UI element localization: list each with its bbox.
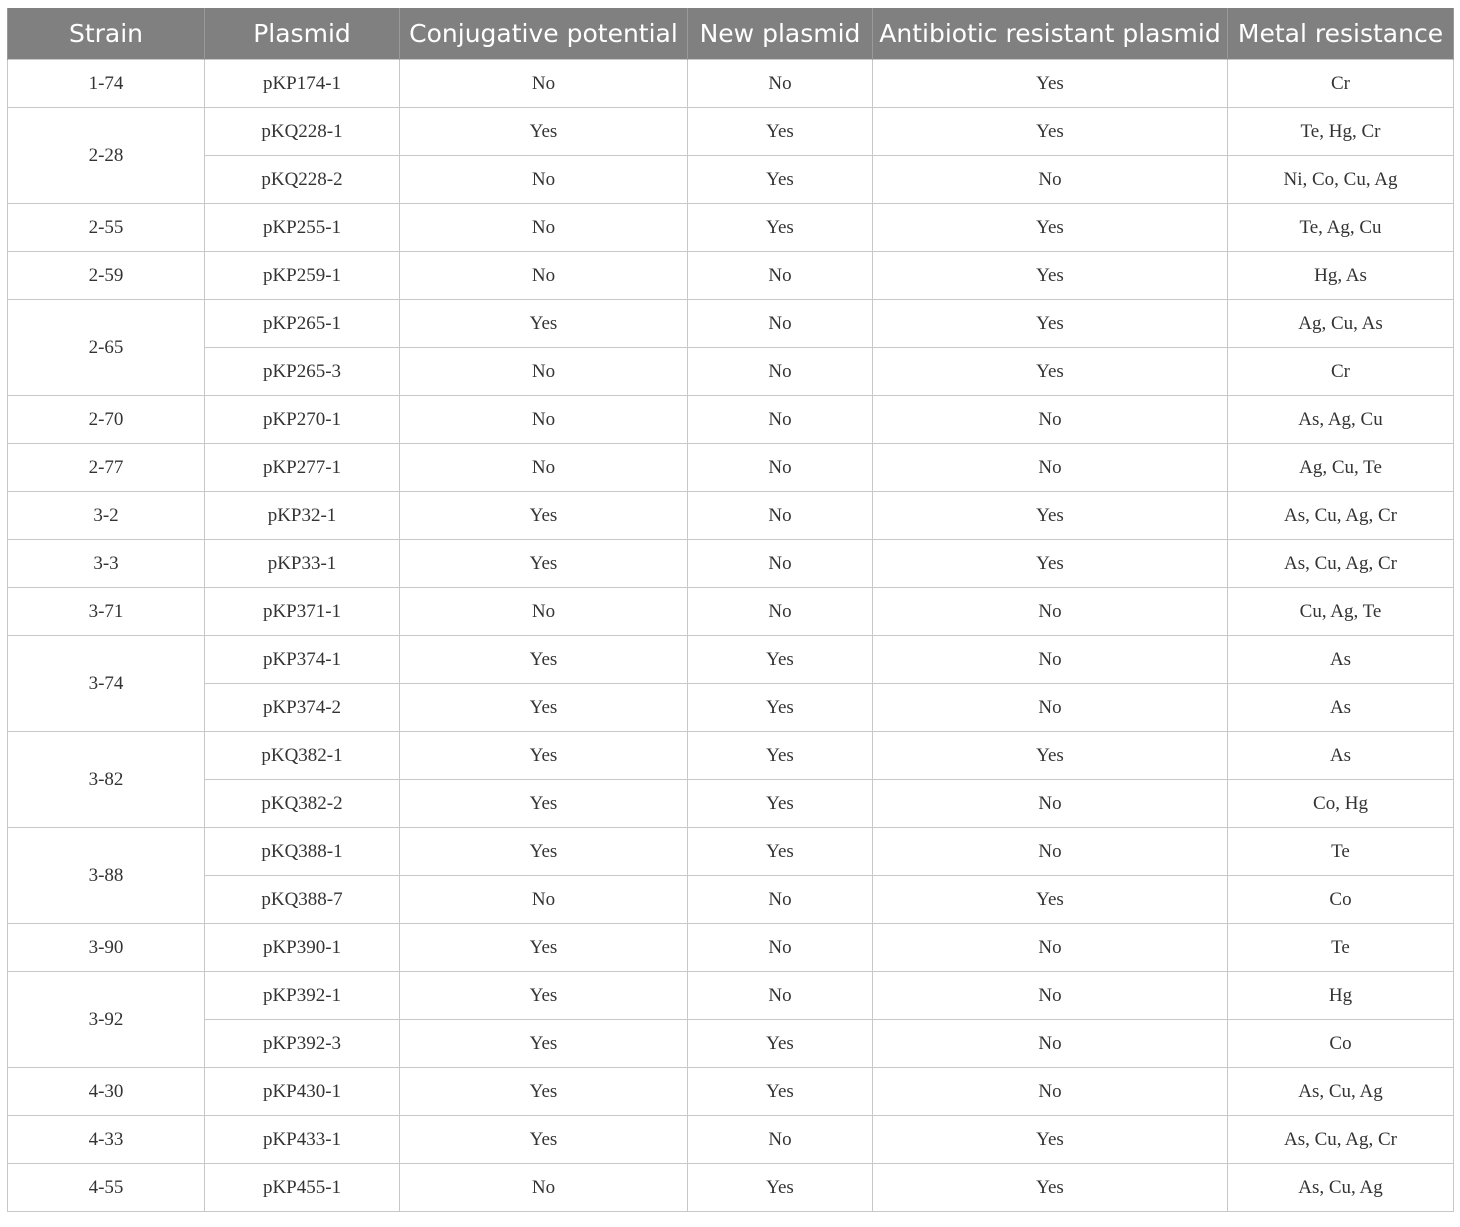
metal-resistance-cell: Co xyxy=(1228,876,1454,924)
table-row xyxy=(8,876,1454,924)
antibiotic-resistant-cell: No xyxy=(873,1068,1228,1116)
metal-resistance-cell: Te xyxy=(1228,828,1454,876)
strain-cell: 3-92 xyxy=(8,972,205,1068)
new-plasmid-cell: No xyxy=(688,876,873,924)
strain-cell: 1-74 xyxy=(8,60,205,108)
antibiotic-resistant-cell: No xyxy=(873,780,1228,828)
new-plasmid-cell: No xyxy=(688,300,873,348)
table-row xyxy=(8,156,1454,204)
antibiotic-resistant-cell: Yes xyxy=(873,108,1228,156)
table-header xyxy=(8,8,1454,60)
new-plasmid-cell: Yes xyxy=(688,108,873,156)
antibiotic-resistant-cell: Yes xyxy=(873,1164,1228,1212)
new-plasmid-cell: No xyxy=(688,492,873,540)
antibiotic-resistant-cell: No xyxy=(873,588,1228,636)
antibiotic-resistant-cell: Yes xyxy=(873,252,1228,300)
plasmid-cell: pKP255-1 xyxy=(205,204,400,252)
plasmid-cell: pKP455-1 xyxy=(205,1164,400,1212)
metal-resistance-cell: As, Cu, Ag, Cr xyxy=(1228,492,1454,540)
metal-resistance-cell: Cr xyxy=(1228,348,1454,396)
antibiotic-resistant-cell: Yes xyxy=(873,540,1228,588)
table-row xyxy=(8,1020,1454,1068)
antibiotic-resistant-cell: No xyxy=(873,684,1228,732)
table-row xyxy=(8,924,1454,972)
metal-resistance-cell: Te, Ag, Cu xyxy=(1228,204,1454,252)
plasmid-cell: pKP433-1 xyxy=(205,1116,400,1164)
header-row xyxy=(8,8,1454,60)
plasmid-cell: pKQ228-2 xyxy=(205,156,400,204)
metal-resistance-cell: Cu, Ag, Te xyxy=(1228,588,1454,636)
plasmid-cell: pKP374-2 xyxy=(205,684,400,732)
antibiotic-resistant-cell: No xyxy=(873,972,1228,1020)
metal-resistance-cell: Te xyxy=(1228,924,1454,972)
metal-resistance-cell: Ag, Cu, Te xyxy=(1228,444,1454,492)
strain-cell: 2-55 xyxy=(8,204,205,252)
metal-resistance-cell: Co, Hg xyxy=(1228,780,1454,828)
plasmid-cell: pKP265-3 xyxy=(205,348,400,396)
plasmid-cell: pKP265-1 xyxy=(205,300,400,348)
antibiotic-resistant-cell: Yes xyxy=(873,300,1228,348)
plasmid-cell: pKP270-1 xyxy=(205,396,400,444)
metal-resistance-cell: As, Cu, Ag xyxy=(1228,1164,1454,1212)
metal-resistance-cell: Te, Hg, Cr xyxy=(1228,108,1454,156)
conjugative-potential-cell: Yes xyxy=(400,780,688,828)
new-plasmid-cell: Yes xyxy=(688,1020,873,1068)
strain-cell: 2-77 xyxy=(8,444,205,492)
new-plasmid-cell: No xyxy=(688,588,873,636)
plasmid-cell: pKP32-1 xyxy=(205,492,400,540)
header-conjugative-potential: Conjugative potential xyxy=(400,8,688,60)
plasmid-cell: pKP374-1 xyxy=(205,636,400,684)
new-plasmid-cell: No xyxy=(688,924,873,972)
antibiotic-resistant-cell: No xyxy=(873,396,1228,444)
new-plasmid-cell: No xyxy=(688,540,873,588)
metal-resistance-cell: As xyxy=(1228,732,1454,780)
table-row xyxy=(8,540,1454,588)
new-plasmid-cell: No xyxy=(688,1116,873,1164)
strain-cell: 2-59 xyxy=(8,252,205,300)
table-row xyxy=(8,972,1454,1020)
conjugative-potential-cell: Yes xyxy=(400,972,688,1020)
new-plasmid-cell: Yes xyxy=(688,156,873,204)
conjugative-potential-cell: No xyxy=(400,876,688,924)
table-row xyxy=(8,108,1454,156)
metal-resistance-cell: As, Ag, Cu xyxy=(1228,396,1454,444)
new-plasmid-cell: Yes xyxy=(688,636,873,684)
conjugative-potential-cell: Yes xyxy=(400,492,688,540)
conjugative-potential-cell: Yes xyxy=(400,1020,688,1068)
conjugative-potential-cell: No xyxy=(400,348,688,396)
table-row xyxy=(8,732,1454,780)
new-plasmid-cell: No xyxy=(688,252,873,300)
table-row xyxy=(8,1116,1454,1164)
conjugative-potential-cell: Yes xyxy=(400,924,688,972)
header-plasmid: Plasmid xyxy=(205,8,400,60)
metal-resistance-cell: As, Cu, Ag, Cr xyxy=(1228,540,1454,588)
new-plasmid-cell: No xyxy=(688,972,873,1020)
metal-resistance-cell: As xyxy=(1228,684,1454,732)
plasmid-cell: pKP259-1 xyxy=(205,252,400,300)
header-metal-resistance: Metal resistance xyxy=(1228,8,1454,60)
metal-resistance-cell: Ni, Co, Cu, Ag xyxy=(1228,156,1454,204)
plasmid-cell: pKP277-1 xyxy=(205,444,400,492)
strain-cell: 2-28 xyxy=(8,108,205,204)
antibiotic-resistant-cell: Yes xyxy=(873,876,1228,924)
new-plasmid-cell: No xyxy=(688,348,873,396)
conjugative-potential-cell: Yes xyxy=(400,636,688,684)
conjugative-potential-cell: Yes xyxy=(400,108,688,156)
metal-resistance-cell: As xyxy=(1228,636,1454,684)
header-new-plasmid: New plasmid xyxy=(688,8,873,60)
metal-resistance-cell: Hg, As xyxy=(1228,252,1454,300)
plasmid-cell: pKP174-1 xyxy=(205,60,400,108)
new-plasmid-cell: Yes xyxy=(688,780,873,828)
strain-cell: 3-88 xyxy=(8,828,205,924)
plasmid-table xyxy=(7,8,1454,1212)
antibiotic-resistant-cell: Yes xyxy=(873,492,1228,540)
new-plasmid-cell: No xyxy=(688,444,873,492)
conjugative-potential-cell: Yes xyxy=(400,828,688,876)
metal-resistance-cell: Co xyxy=(1228,1020,1454,1068)
header-strain: Strain xyxy=(8,8,205,60)
conjugative-potential-cell: Yes xyxy=(400,1116,688,1164)
strain-cell: 2-70 xyxy=(8,396,205,444)
plasmid-cell: pKQ382-1 xyxy=(205,732,400,780)
antibiotic-resistant-cell: Yes xyxy=(873,204,1228,252)
antibiotic-resistant-cell: Yes xyxy=(873,348,1228,396)
strain-cell: 3-82 xyxy=(8,732,205,828)
header-antibiotic-resistant-plasmid: Antibiotic resistant plasmid xyxy=(873,8,1228,60)
antibiotic-resistant-cell: No xyxy=(873,156,1228,204)
table-row xyxy=(8,636,1454,684)
antibiotic-resistant-cell: No xyxy=(873,636,1228,684)
strain-cell: 2-65 xyxy=(8,300,205,396)
metal-resistance-cell: Ag, Cu, As xyxy=(1228,300,1454,348)
plasmid-cell: pKP392-1 xyxy=(205,972,400,1020)
new-plasmid-cell: Yes xyxy=(688,684,873,732)
antibiotic-resistant-cell: No xyxy=(873,924,1228,972)
table-row xyxy=(8,252,1454,300)
metal-resistance-cell: As, Cu, Ag xyxy=(1228,1068,1454,1116)
conjugative-potential-cell: No xyxy=(400,396,688,444)
table-row xyxy=(8,780,1454,828)
plasmid-cell: pKP390-1 xyxy=(205,924,400,972)
plasmid-cell: pKQ388-1 xyxy=(205,828,400,876)
antibiotic-resistant-cell: Yes xyxy=(873,732,1228,780)
antibiotic-resistant-cell: No xyxy=(873,828,1228,876)
conjugative-potential-cell: No xyxy=(400,204,688,252)
table-row xyxy=(8,828,1454,876)
new-plasmid-cell: Yes xyxy=(688,1068,873,1116)
conjugative-potential-cell: Yes xyxy=(400,1068,688,1116)
table-row xyxy=(8,492,1454,540)
table-row xyxy=(8,1164,1454,1212)
plasmid-cell: pKP392-3 xyxy=(205,1020,400,1068)
plasmid-cell: pKQ382-2 xyxy=(205,780,400,828)
new-plasmid-cell: Yes xyxy=(688,828,873,876)
strain-cell: 4-33 xyxy=(8,1116,205,1164)
antibiotic-resistant-cell: Yes xyxy=(873,1116,1228,1164)
plasmid-cell: pKQ388-7 xyxy=(205,876,400,924)
metal-resistance-cell: Hg xyxy=(1228,972,1454,1020)
table-row xyxy=(8,396,1454,444)
new-plasmid-cell: No xyxy=(688,60,873,108)
table-row xyxy=(8,684,1454,732)
plasmid-cell: pKP371-1 xyxy=(205,588,400,636)
table-row xyxy=(8,348,1454,396)
conjugative-potential-cell: No xyxy=(400,252,688,300)
table-row xyxy=(8,588,1454,636)
strain-cell: 3-3 xyxy=(8,540,205,588)
new-plasmid-cell: Yes xyxy=(688,1164,873,1212)
conjugative-potential-cell: No xyxy=(400,60,688,108)
table-row xyxy=(8,444,1454,492)
table-row xyxy=(8,204,1454,252)
conjugative-potential-cell: Yes xyxy=(400,540,688,588)
table-body xyxy=(8,60,1454,1212)
strain-cell: 4-55 xyxy=(8,1164,205,1212)
strain-cell: 3-2 xyxy=(8,492,205,540)
conjugative-potential-cell: No xyxy=(400,1164,688,1212)
metal-resistance-cell: Cr xyxy=(1228,60,1454,108)
conjugative-potential-cell: Yes xyxy=(400,300,688,348)
conjugative-potential-cell: Yes xyxy=(400,684,688,732)
table-row xyxy=(8,60,1454,108)
conjugative-potential-cell: Yes xyxy=(400,732,688,780)
antibiotic-resistant-cell: Yes xyxy=(873,60,1228,108)
plasmid-cell: pKP33-1 xyxy=(205,540,400,588)
antibiotic-resistant-cell: No xyxy=(873,444,1228,492)
metal-resistance-cell: As, Cu, Ag, Cr xyxy=(1228,1116,1454,1164)
plasmid-cell: pKP430-1 xyxy=(205,1068,400,1116)
table-row xyxy=(8,300,1454,348)
new-plasmid-cell: No xyxy=(688,396,873,444)
conjugative-potential-cell: No xyxy=(400,156,688,204)
strain-cell: 3-71 xyxy=(8,588,205,636)
conjugative-potential-cell: No xyxy=(400,444,688,492)
table-row xyxy=(8,1068,1454,1116)
plasmid-cell: pKQ228-1 xyxy=(205,108,400,156)
new-plasmid-cell: Yes xyxy=(688,732,873,780)
strain-cell: 4-30 xyxy=(8,1068,205,1116)
new-plasmid-cell: Yes xyxy=(688,204,873,252)
conjugative-potential-cell: No xyxy=(400,588,688,636)
strain-cell: 3-90 xyxy=(8,924,205,972)
antibiotic-resistant-cell: No xyxy=(873,1020,1228,1068)
strain-cell: 3-74 xyxy=(8,636,205,732)
